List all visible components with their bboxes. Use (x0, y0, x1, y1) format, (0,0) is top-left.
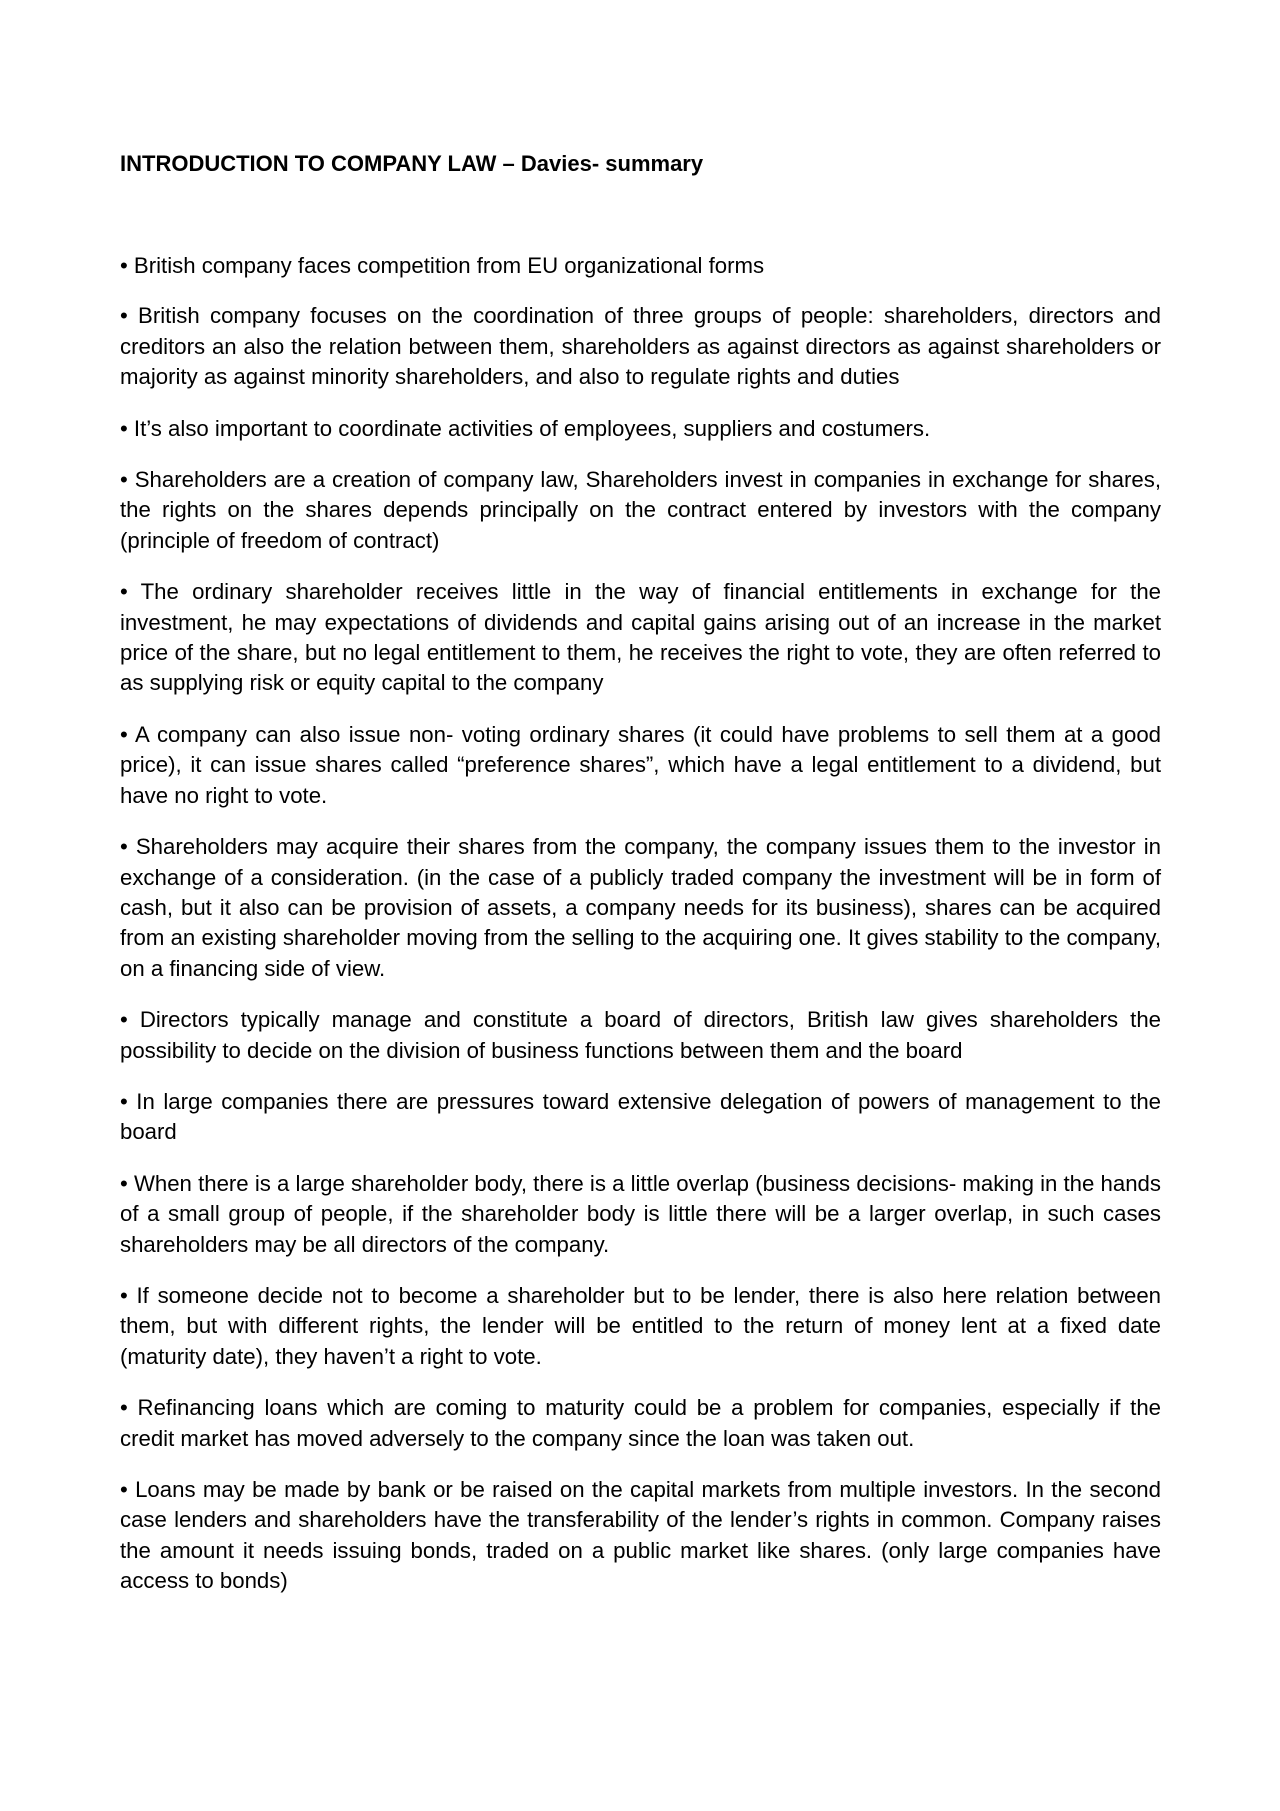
document-page (120, 148, 1161, 1618)
bullet-item-board-of-directors: • Directors typically manage and constitute a board of directors, British law gives shareholders the possibility to decide on the division of business functions between them and the board (120, 1007, 1161, 1063)
bullet-item-employees-suppliers: • It’s also important to coordinate activities of employees, suppliers and costumers. (120, 415, 931, 441)
bullet-item-ordinary-shareholder: • The ordinary shareholder receives little in the way of financial entitlements in exchange for the investment, he may expectations of dividends and capital gains arising out of an increase in the market price of the share, but no legal entitlement to them, he receives the right to vote, they are often referred to as supplying risk or equity capital to the company (120, 579, 1161, 696)
bullet-item-coordination-groups: • British company focuses on the coordination of three groups of people: shareholders, directors and creditors an also the relation between them, shareholders as against directors as against shareholders or majority as against minority shareholders, and also to regulate rights and duties (120, 303, 1161, 390)
bullet-item-delegation-powers: • In large companies there are pressures toward extensive delegation of powers of management to the board (120, 1088, 1161, 1145)
bullet-item-non-voting-shares: • A company can also issue non- voting ordinary shares (it could have problems to sell them at a good price), it can issue shares called “preference shares”, which have a legal entitlement to a dividend, but have no right to vote. (120, 721, 1161, 808)
bullet-list (120, 251, 1161, 1597)
bullet-item-lender: • If someone decide not to become a shareholder but to be lender, there is also here relation between them, but with different rights, the lender will be entitled to the return of money lent at a fixed date (maturity date), they haven’t a right to vote. (120, 1282, 1161, 1369)
bullet-item-refinancing-loans: • Refinancing loans which are coming to maturity could be a problem for companies, especially if the credit market has moved adversely to the company since the loan was taken out. (120, 1395, 1161, 1451)
bullet-item-shareholder-overlap: • When there is a large shareholder body, there is a little overlap (business decisions- making in the hands of a small group of people, if the shareholder body is little there will be a larger overlap, in such cases shareholders may be all directors of the company. (120, 1170, 1161, 1257)
document-title: INTRODUCTION TO COMPANY LAW – Davies- summary (120, 151, 704, 176)
bullet-item-loans-bonds: • Loans may be made by bank or be raised on the capital markets from multiple investors. In the second case lenders and shareholders have the transferability of the lender’s rights in common. Company raises the amount it needs issuing bonds, traded on a public market like shares. (only large companies have access to bonds) (120, 1477, 1161, 1594)
bullet-item-shareholders-creation: • Shareholders are a creation of company law, Shareholders invest in companies in exchange for shares, the rights on the shares depends principally on the contract entered by investors with the company (principle of freedom of contract) (120, 467, 1161, 553)
bullet-item-acquire-shares: • Shareholders may acquire their shares from the company, the company issues them to the investor in exchange of a consideration. (in the case of a publicly traded company the investment will be in form of cash, but it also can be provision of assets, a company needs for its business), shares can be acquired from an existing shareholder moving from the selling to the acquiring one. It gives stability to the company, on a financing side of view. (120, 834, 1161, 981)
bullet-item-eu-competition: • British company faces competition from EU organizational forms (120, 253, 765, 278)
